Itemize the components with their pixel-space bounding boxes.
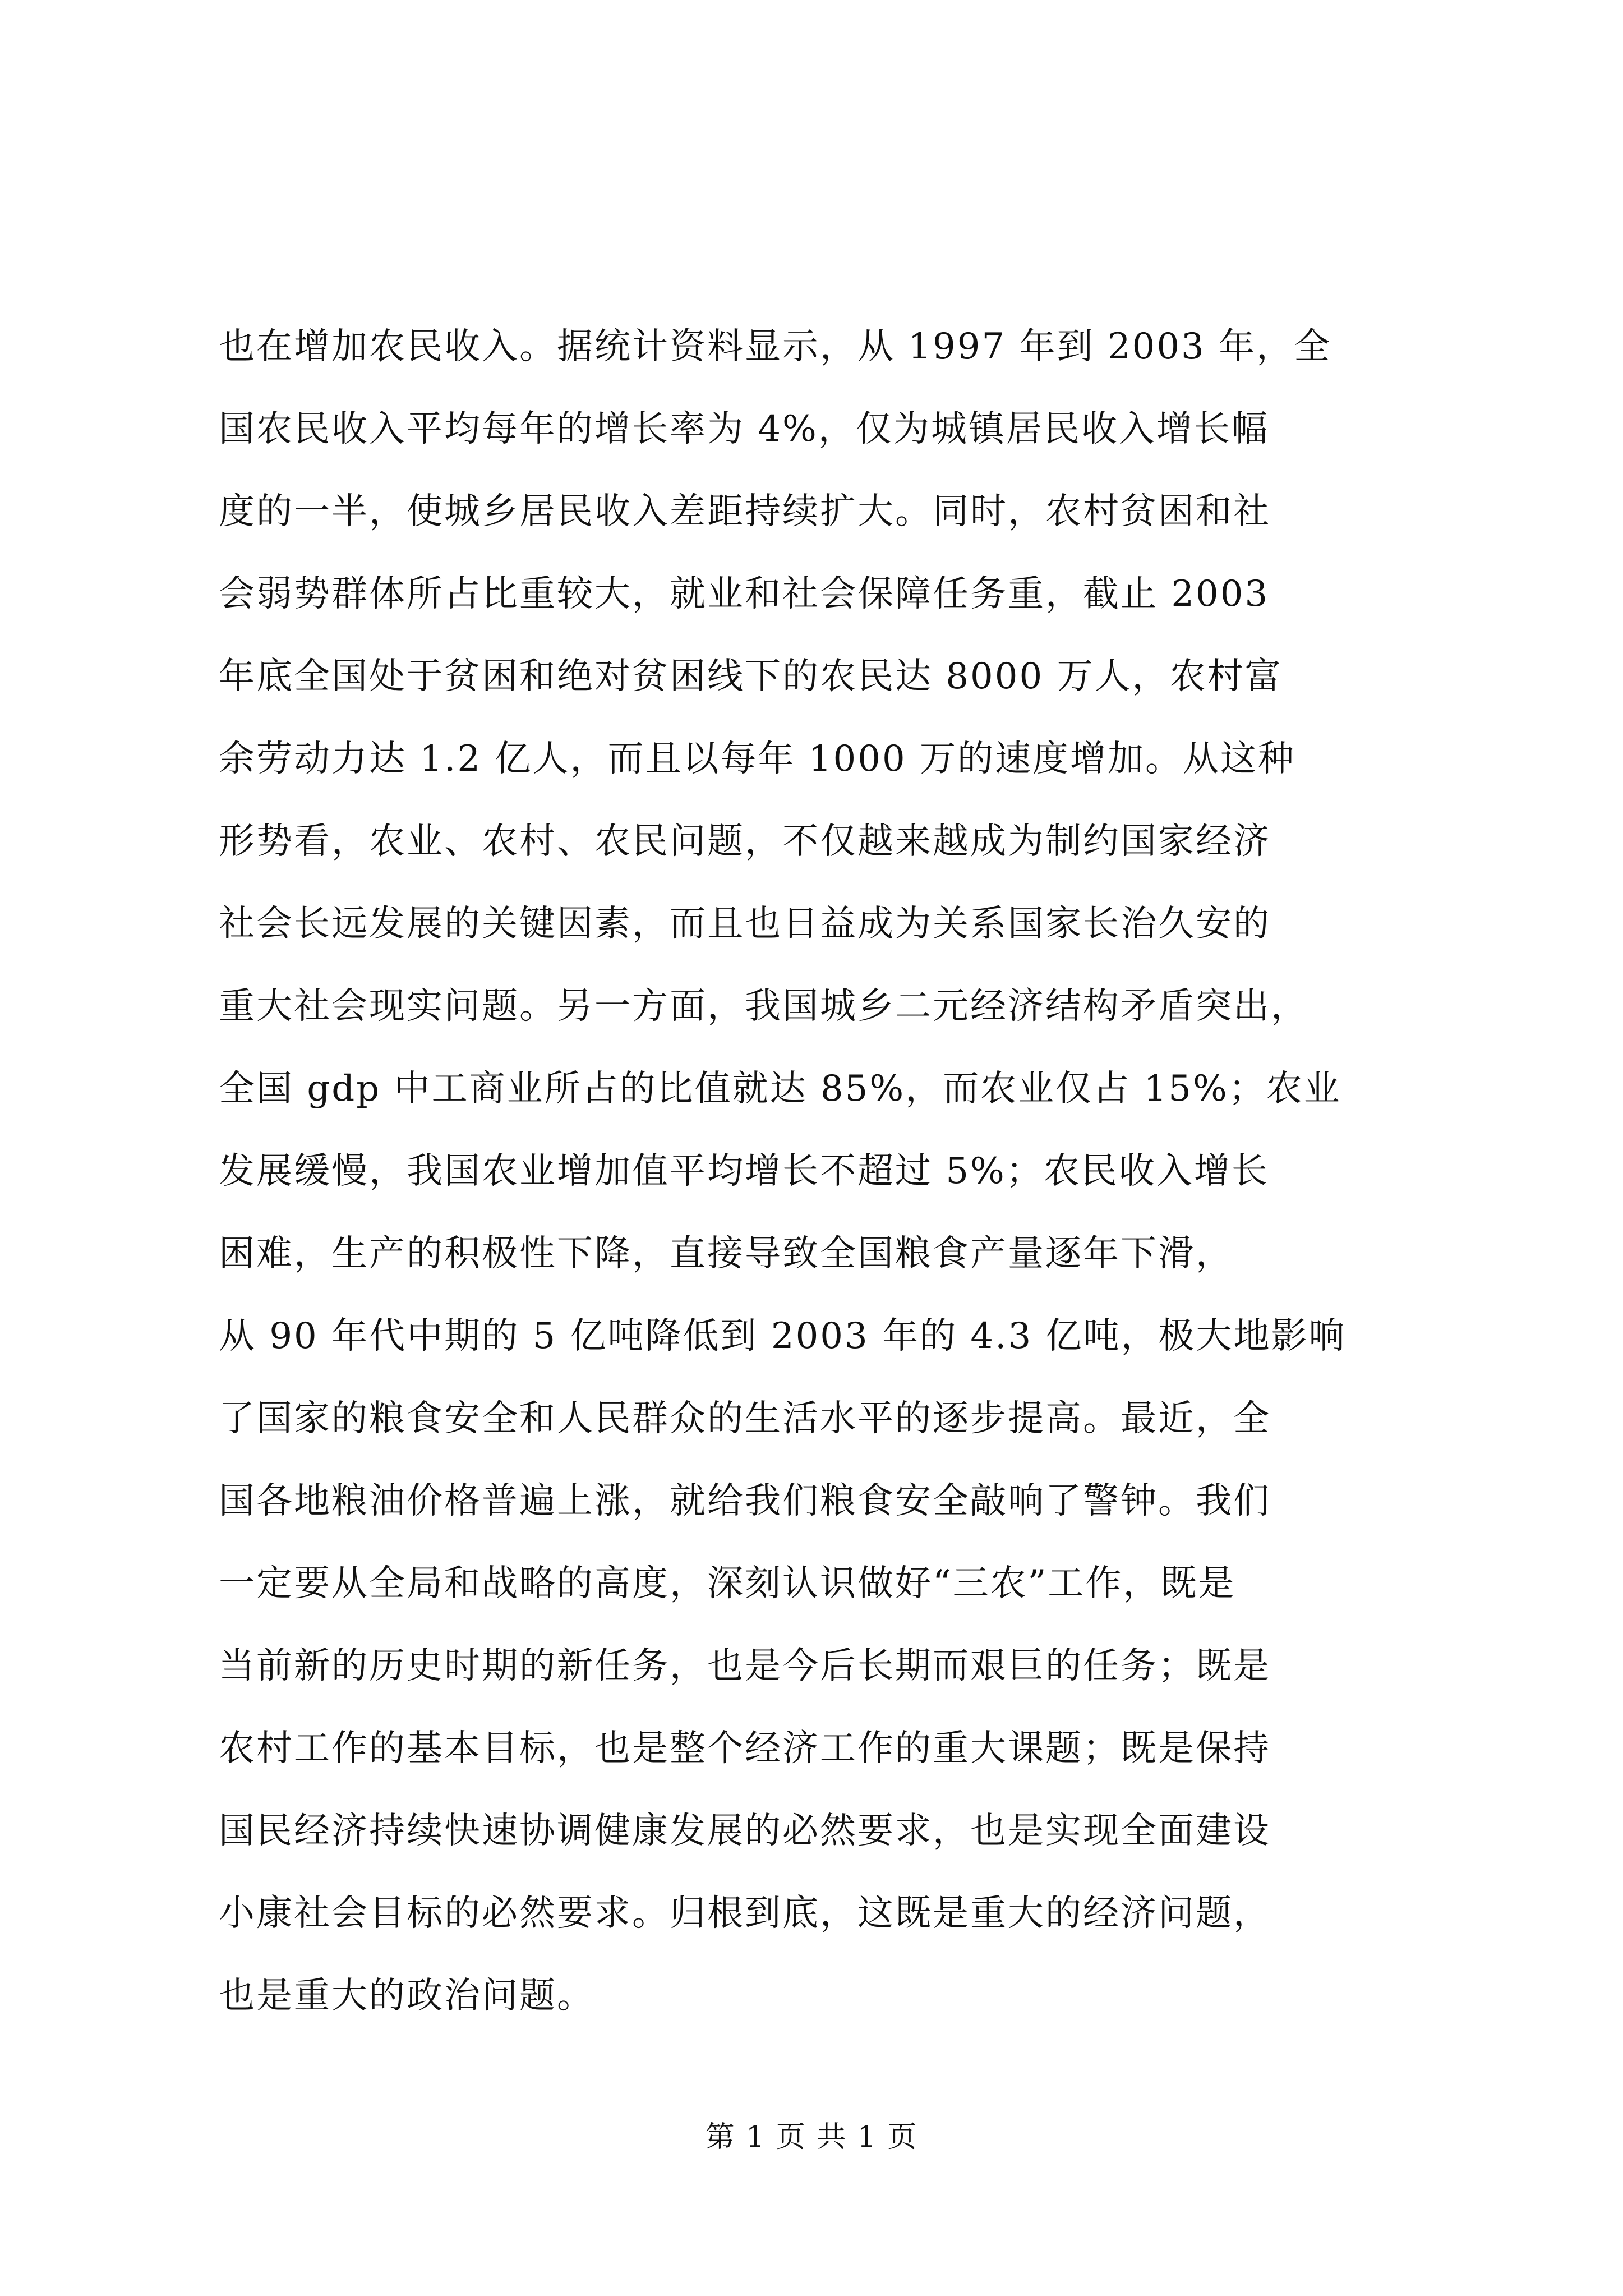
text-line: 国民经济持续快速协调健康发展的必然要求，也是实现全面建设 bbox=[219, 1810, 1271, 1852]
text-line: 国农民收入平均每年的增长率为 4%，仅为城镇居民收入增长幅 bbox=[219, 408, 1269, 450]
text-line: 从 90 年代中期的 5 亿吨降低到 2003 年的 4.3 亿吨，极大地影响 bbox=[219, 1315, 1347, 1357]
text-line: 全国 gdp 中工商业所占的比值就达 85%，而农业仅占 15%；农业 bbox=[219, 1068, 1341, 1110]
text-line: 农村工作的基本目标，也是整个经济工作的重大课题；既是保持 bbox=[219, 1728, 1271, 1769]
text-line: 了国家的粮食安全和人民群众的生活水平的逐步提高。最近，全 bbox=[219, 1398, 1271, 1439]
body-text bbox=[219, 306, 1430, 2037]
text-line: 小康社会目标的必然要求。归根到底，这既是重大的经济问题， bbox=[219, 1893, 1271, 1934]
text-line: 社会长远发展的关键因素，而且也日益成为关系国家长治久安的 bbox=[219, 903, 1271, 945]
text-line: 国各地粮油价格普遍上涨，就给我们粮食安全敲响了警钟。我们 bbox=[219, 1480, 1271, 1522]
text-line: 发展缓慢，我国农业增加值平均增长不超过 5%；农民收入增长 bbox=[219, 1151, 1269, 1192]
text-line: 也是重大的政治问题。 bbox=[219, 1975, 594, 2017]
text-line: 余劳动力达 1.2 亿人，而且以每年 1000 万的速度增加。从这种 bbox=[219, 738, 1296, 780]
text-line: 重大社会现实问题。另一方面，我国城乡二元经济结构矛盾突出， bbox=[219, 986, 1308, 1027]
page-number: 第 1 页 共 1 页 bbox=[705, 2120, 918, 2154]
text-line: 当前新的历史时期的新任务，也是今后长期而艰巨的任务；既是 bbox=[219, 1645, 1271, 1687]
text-line: 也在增加农民收入。据统计资料显示，从 1997 年到 2003 年，全 bbox=[219, 326, 1332, 367]
text-line: 会弱势群体所占比重较大，就业和社会保障任务重，截止 2003 bbox=[219, 573, 1270, 615]
text-line: 形势看，农业、农村、农民问题，不仅越来越成为制约国家经济 bbox=[219, 821, 1271, 862]
text-line: 困难，生产的积极性下降，直接导致全国粮食产量逐年下滑， bbox=[219, 1233, 1233, 1274]
text-line: 度的一半，使城乡居民收入差距持续扩大。同时，农村贫困和社 bbox=[219, 491, 1271, 532]
text-line: 一定要从全局和战略的高度，深刻认识做好“三农”工作，既是 bbox=[219, 1563, 1236, 1604]
text-line: 年底全国处于贫困和绝对贫困线下的农民达 8000 万人，农村富 bbox=[219, 656, 1283, 697]
